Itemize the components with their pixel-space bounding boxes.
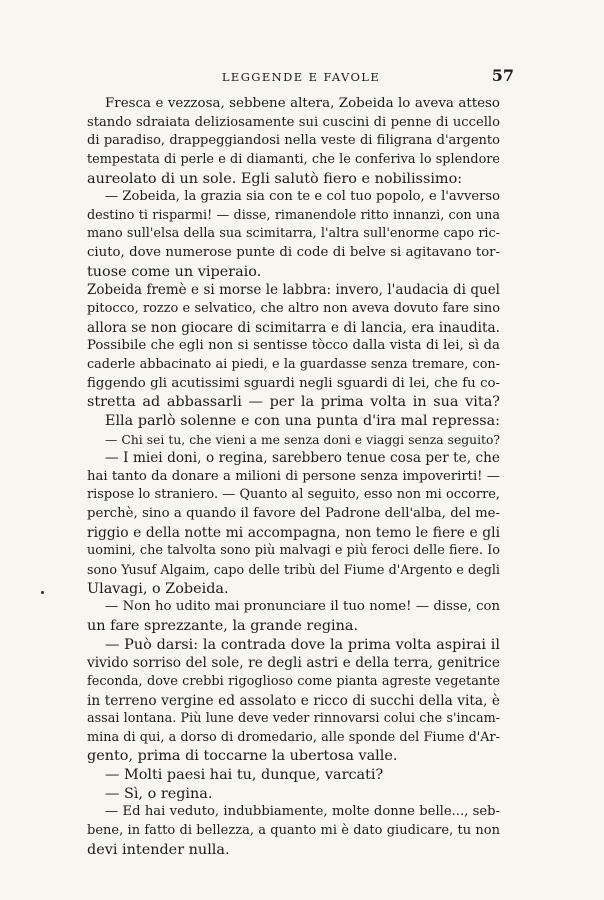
text-line: allora se non giocare di scimitarra e di lancia, era inaudita.	[87, 319, 500, 336]
text-line: devi intender nulla.	[87, 841, 230, 858]
body-text	[87, 95, 500, 859]
text-line: hai tanto da donare a milioni di persone senza impoverirti! —	[87, 468, 500, 484]
text-line: pitocco, rozzo e selvatico, che altro non aveva dovuto fare sino	[87, 301, 500, 317]
text-line: — Ed hai veduto, indubbiamente, molte donne belle..., seb-	[105, 804, 500, 820]
running-title: LEGGENDE E FAVOLE	[221, 70, 381, 84]
text-line: Ella parlò solenne e con una punta d'ira mal repressa:	[105, 412, 500, 429]
text-line: in terreno vergine ed assolato e ricco di succhi della vita, è	[87, 692, 500, 709]
text-line: — Sì, o regina.	[105, 785, 213, 802]
text-line: sono Yusuf Algaim, capo delle tribù del Fiume d'Argento e degli	[87, 562, 500, 578]
page-header	[88, 66, 514, 88]
text-line: rispose lo straniero. — Quanto al seguito, esso non mi occorre,	[87, 487, 500, 503]
text-line: figgendo gli acutissimi sguardi negli sguardi di lei, che fu co-	[87, 375, 500, 391]
text-line: assai lontana. Più lune deve veder rinnovarsi colui che s'incam-	[87, 711, 500, 727]
text-line: caderle abbacinato ai piedi, e la guardasse senza tremare, con-	[87, 356, 500, 372]
text-line: uomini, che talvolta sono più malvagi e più feroci delle fiere. Io	[87, 543, 500, 559]
text-line: Zobeida fremè e si morse le labbra: invero, l'audacia di quel	[87, 282, 500, 299]
text-line: di paradiso, drappeggiandosi nella veste di filigrana d'argento	[87, 133, 500, 149]
text-line: vivido sorriso del sole, re degli astri e della terra, genitrice	[87, 655, 500, 672]
text-line: — Molti paesi hai tu, dunque, varcati?	[105, 767, 384, 784]
text-line: Ulavagi, o Zobeida.	[87, 580, 229, 597]
text-line: mano sull'elsa della sua scimitarra, l'altra sull'enorme capo ric-	[87, 226, 500, 242]
text-line: mina di qui, a dorso di dromedario, alle sponde del Fiume d'Ar-	[87, 729, 500, 745]
text-line: Possibile che egli non si sentisse tòcco dalla vista di lei, sì da	[87, 338, 500, 354]
text-line: bene, in fatto di bellezza, a quanto mi è dato giudicare, tu non	[87, 822, 500, 838]
text-line: tempestata di perle e di diamanti, che le conferiva lo splendore	[87, 151, 500, 167]
text-line: — Può darsi: la contrada dove la prima volta aspirai il	[105, 636, 500, 653]
text-line: — Zobeida, la grazia sia con te e col tuo popolo, e l'avverso	[105, 189, 500, 205]
text-line: tuose come un viperaio.	[87, 263, 262, 280]
page-number: 57	[491, 66, 514, 85]
text-line: feconda, dove crebbi rigoglioso come pianta agreste vegetante	[87, 673, 500, 689]
text-line: un fare sprezzante, la grande regina.	[87, 617, 359, 634]
text-line: riggio e della notte mi accompagna, non temo le fiere e gli	[87, 524, 500, 541]
text-line: stando sdraiata deliziosamente sui cuscini di penne di uccello	[87, 114, 500, 130]
text-line: aureolato di un sole. Egli salutò fiero e nobilissimo:	[87, 170, 463, 187]
text-line: — I miei doni, o regina, sarebbero tenue cosa per te, che	[105, 450, 500, 467]
text-line: ciuto, dove numerose punte di code di belve si agitavano tor-	[87, 245, 500, 261]
text-line: stretta ad abbassarli — per la prima volta in sua vita?	[87, 394, 500, 411]
text-line: perchè, sino a quando il favore del Padrone dell'alba, del me-	[87, 506, 500, 522]
text-line: gento, prima di toccarne la ubertosa valle.	[87, 748, 398, 765]
text-line: — Non ho udito mai pronunciare il tuo nome! — disse, con	[105, 599, 500, 615]
text-line: — Chi sei tu, che vieni a me senza doni e viaggi senza seguito?	[105, 432, 500, 447]
margin-speck	[41, 591, 44, 594]
text-line: destino ti risparmi! — disse, rimanendole ritto innanzi, con una	[87, 207, 500, 223]
text-line: Fresca e vezzosa, sebbene altera, Zobeida lo aveva atteso	[105, 96, 500, 111]
